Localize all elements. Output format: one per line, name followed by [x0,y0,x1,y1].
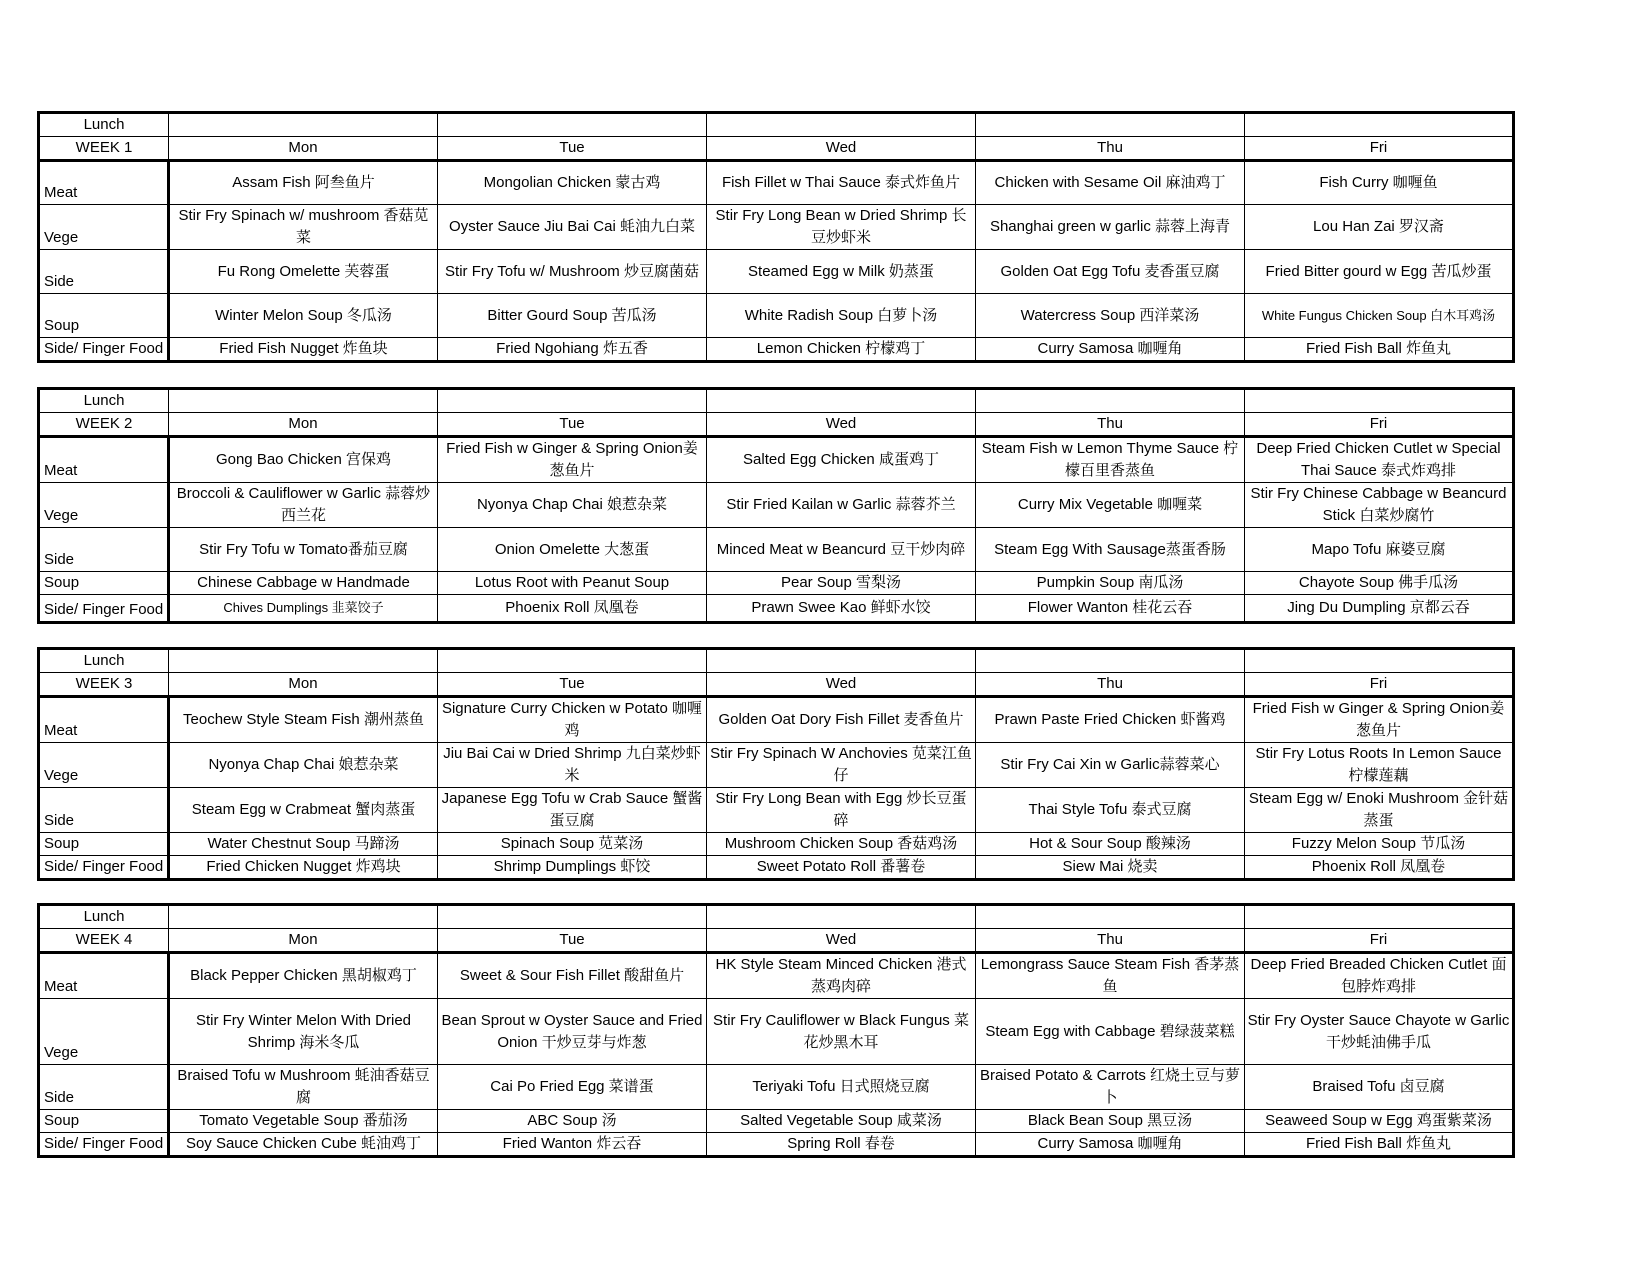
menu-cell: Stir Fried Kailan w Garlic 蒜蓉芥兰 [707,483,976,528]
menu-cell: Bean Sprout w Oyster Sauce and Fried Onion 干炒豆芽与炸葱 [438,999,707,1065]
menu-cell: Pumpkin Soup 南瓜汤 [976,572,1245,595]
finger-food-row [39,595,1514,623]
row-label: Meat [39,161,169,205]
lunch-row [39,649,1514,673]
side-row [39,1065,1514,1110]
menu-cell: Bitter Gourd Soup 苦瓜汤 [438,294,707,338]
lunch-label: Lunch [39,649,169,673]
menu-cell: Black Pepper Chicken 黑胡椒鸡丁 [169,953,438,999]
menu-cell: Prawn Paste Fried Chicken 虾酱鸡 [976,697,1245,743]
day-header-wed: Wed [707,929,976,953]
menu-cell: Stir Fry Winter Melon With Dried Shrimp 海米冬瓜 [169,999,438,1065]
week-label: WEEK 2 [39,413,169,437]
vege-row [39,743,1514,788]
row-label: Soup [39,294,169,338]
menu-cell: Stir Fry Lotus Roots In Lemon Sauce 柠檬莲藕 [1245,743,1514,788]
lunch-label: Lunch [39,113,169,137]
row-label: Side/ Finger Food [39,595,169,623]
menu-cell: Spring Roll 春卷 [707,1133,976,1157]
menu-cell: Deep Fried Chicken Cutlet w Special Thai Sauce 泰式炸鸡排 [1245,437,1514,483]
day-header-tue: Tue [438,929,707,953]
menu-cell: Fried Fish Ball 炸鱼丸 [1245,1133,1514,1157]
menu-cell: Fried Ngohiang 炸五香 [438,338,707,362]
empty-cell [438,649,707,673]
lunch-row [39,905,1514,929]
week-1-menu-table [37,111,1515,363]
empty-cell [976,389,1245,413]
menu-cell: Stir Fry Tofu w Tomato番茄豆腐 [169,528,438,572]
menu-cell: Soy Sauce Chicken Cube 蚝油鸡丁 [169,1133,438,1157]
menu-cell: Steamed Egg w Milk 奶蒸蛋 [707,250,976,294]
empty-cell [976,905,1245,929]
menu-cell: Chayote Soup 佛手瓜汤 [1245,572,1514,595]
day-header-tue: Tue [438,137,707,161]
row-label: Side [39,1065,169,1110]
day-header-mon: Mon [169,929,438,953]
menu-cell: Salted Egg Chicken 咸蛋鸡丁 [707,437,976,483]
week-3-menu-table [37,647,1515,881]
menu-cell: Fuzzy Melon Soup 节瓜汤 [1245,833,1514,856]
empty-cell [707,649,976,673]
menu-cell: Mushroom Chicken Soup 香菇鸡汤 [707,833,976,856]
menu-cell: Shanghai green w garlic 蒜蓉上海青 [976,205,1245,250]
menu-cell: Water Chestnut Soup 马蹄汤 [169,833,438,856]
menu-cell: Golden Oat Egg Tofu 麦香蛋豆腐 [976,250,1245,294]
menu-cell: Prawn Swee Kao 鲜虾水饺 [707,595,976,623]
empty-cell [438,389,707,413]
menu-cell: Golden Oat Dory Fish Fillet 麦香鱼片 [707,697,976,743]
menu-cell: Curry Mix Vegetable 咖喱菜 [976,483,1245,528]
day-header-mon: Mon [169,137,438,161]
week-label: WEEK 3 [39,673,169,697]
row-label: Side [39,528,169,572]
menu-cell: Signature Curry Chicken w Potato 咖喱鸡 [438,697,707,743]
menu-cell: Stir Fry Chinese Cabbage w Beancurd Stick 白菜炒腐竹 [1245,483,1514,528]
row-label: Side/ Finger Food [39,856,169,880]
empty-cell [707,905,976,929]
empty-cell [169,905,438,929]
menu-cell: Stir Fry Spinach W Anchovies 苋菜江鱼仔 [707,743,976,788]
row-label: Vege [39,483,169,528]
menu-cell: Fish Curry 咖喱鱼 [1245,161,1514,205]
menu-cell: Shrimp Dumplings 虾饺 [438,856,707,880]
week-header-row [39,929,1514,953]
day-header-fri: Fri [1245,673,1514,697]
day-header-thu: Thu [976,673,1245,697]
menu-cell: Curry Samosa 咖喱角 [976,338,1245,362]
row-label: Soup [39,572,169,595]
menu-cell: Nyonya Chap Chai 娘惹杂菜 [169,743,438,788]
menu-cell: Gong Bao Chicken 宫保鸡 [169,437,438,483]
menu-cell: Steam Egg With Sausage蒸蛋香肠 [976,528,1245,572]
menu-cell: HK Style Steam Minced Chicken 港式蒸鸡肉碎 [707,953,976,999]
menu-cell: Braised Potato & Carrots 红烧土豆与萝卜 [976,1065,1245,1110]
row-label: Vege [39,205,169,250]
row-label: Side/ Finger Food [39,1133,169,1157]
row-label: Meat [39,697,169,743]
row-label: Vege [39,743,169,788]
menu-cell: Chicken with Sesame Oil 麻油鸡丁 [976,161,1245,205]
menu-cell: Cai Po Fried Egg 菜谱蛋 [438,1065,707,1110]
menu-cell: Chinese Cabbage w Handmade [169,572,438,595]
menu-cell: Siew Mai 烧卖 [976,856,1245,880]
row-label: Soup [39,833,169,856]
empty-cell [1245,113,1514,137]
day-header-fri: Fri [1245,929,1514,953]
row-label: Side/ Finger Food [39,338,169,362]
menu-cell: Black Bean Soup 黑豆汤 [976,1110,1245,1133]
menu-cell: White Fungus Chicken Soup 白木耳鸡汤 [1245,294,1514,338]
menu-cell: Assam Fish 阿叁鱼片 [169,161,438,205]
empty-cell [707,113,976,137]
side-row [39,250,1514,294]
menu-cell: Watercress Soup 西洋菜汤 [976,294,1245,338]
empty-cell [438,113,707,137]
menu-cell: Winter Melon Soup 冬瓜汤 [169,294,438,338]
row-label: Side [39,788,169,833]
menu-cell: Lou Han Zai 罗汉斋 [1245,205,1514,250]
menu-cell: Oyster Sauce Jiu Bai Cai 蚝油九白菜 [438,205,707,250]
menu-cell: Stir Fry Long Bean w Dried Shrimp 长豆炒虾米 [707,205,976,250]
menu-cell: Nyonya Chap Chai 娘惹杂菜 [438,483,707,528]
menu-cell: ABC Soup 汤 [438,1110,707,1133]
menu-cell: Lemon Chicken 柠檬鸡丁 [707,338,976,362]
menu-cell: Lotus Root with Peanut Soup [438,572,707,595]
menu-cell: Steam Egg w Crabmeat 蟹肉蒸蛋 [169,788,438,833]
menu-cell: Curry Samosa 咖喱角 [976,1133,1245,1157]
menu-cell: Fried Fish w Ginger & Spring Onion姜葱鱼片 [438,437,707,483]
menu-cell: Stir Fry Cai Xin w Garlic蒜蓉菜心 [976,743,1245,788]
empty-cell [976,113,1245,137]
menu-cell: Thai Style Tofu 泰式豆腐 [976,788,1245,833]
soup-row [39,572,1514,595]
menu-cell: Stir Fry Spinach w/ mushroom 香菇苋菜 [169,205,438,250]
meat-row [39,161,1514,205]
menu-cell: Mapo Tofu 麻婆豆腐 [1245,528,1514,572]
menu-cell: White Radish Soup 白萝卜汤 [707,294,976,338]
menu-cell: Lemongrass Sauce Steam Fish 香茅蒸鱼 [976,953,1245,999]
menu-cell: Steam Fish w Lemon Thyme Sauce 柠檬百里香蒸鱼 [976,437,1245,483]
day-header-mon: Mon [169,673,438,697]
week-header-row [39,413,1514,437]
week-2-menu-table [37,387,1515,624]
empty-cell [1245,905,1514,929]
menu-cell: Braised Tofu w Mushroom 蚝油香菇豆腐 [169,1065,438,1110]
empty-cell [438,905,707,929]
menu-cell: Fried Chicken Nugget 炸鸡块 [169,856,438,880]
week-header-row [39,673,1514,697]
empty-cell [169,649,438,673]
menu-cell: Onion Omelette 大葱蛋 [438,528,707,572]
row-label: Meat [39,437,169,483]
menu-cell: Teriyaki Tofu 日式照烧豆腐 [707,1065,976,1110]
vege-row [39,999,1514,1065]
menu-cell: Sweet Potato Roll 番薯卷 [707,856,976,880]
menu-cell: Fish Fillet w Thai Sauce 泰式炸鱼片 [707,161,976,205]
day-header-mon: Mon [169,413,438,437]
menu-cell: Fried Fish w Ginger & Spring Onion姜葱鱼片 [1245,697,1514,743]
finger-food-row [39,338,1514,362]
menu-cell: Jiu Bai Cai w Dried Shrimp 九白菜炒虾米 [438,743,707,788]
menu-cell: Salted Vegetable Soup 咸菜汤 [707,1110,976,1133]
finger-food-row [39,856,1514,880]
menu-cell: Deep Fried Breaded Chicken Cutlet 面包脖炸鸡排 [1245,953,1514,999]
day-header-fri: Fri [1245,413,1514,437]
menu-cell: Minced Meat w Beancurd 豆干炒肉碎 [707,528,976,572]
lunch-label: Lunch [39,389,169,413]
row-label: Vege [39,999,169,1065]
vege-row [39,483,1514,528]
menu-cell: Pear Soup 雪梨汤 [707,572,976,595]
meat-row [39,697,1514,743]
menu-cell: Stir Fry Oyster Sauce Chayote w Garlic 干炒蚝油佛手瓜 [1245,999,1514,1065]
empty-cell [1245,389,1514,413]
menu-cell: Fried Fish Nugget 炸鱼块 [169,338,438,362]
menu-cell: Fu Rong Omelette 芙蓉蛋 [169,250,438,294]
row-label: Soup [39,1110,169,1133]
finger-food-row [39,1133,1514,1157]
menu-cell: Phoenix Roll 凤凰卷 [1245,856,1514,880]
day-header-thu: Thu [976,929,1245,953]
menu-cell: Japanese Egg Tofu w Crab Sauce 蟹酱蛋豆腐 [438,788,707,833]
day-header-wed: Wed [707,673,976,697]
menu-cell: Jing Du Dumpling 京都云吞 [1245,595,1514,623]
lunch-label: Lunch [39,905,169,929]
row-label: Side [39,250,169,294]
menu-cell: Seaweed Soup w Egg 鸡蛋紫菜汤 [1245,1110,1514,1133]
day-header-wed: Wed [707,413,976,437]
lunch-row [39,389,1514,413]
menu-cell: Broccoli & Cauliflower w Garlic 蒜蓉炒西兰花 [169,483,438,528]
menu-cell: Chives Dumplings 韭菜饺子 [169,595,438,623]
week-4-menu-table [37,903,1515,1158]
menu-cell: Tomato Vegetable Soup 番茄汤 [169,1110,438,1133]
menu-cell: Spinach Soup 苋菜汤 [438,833,707,856]
menu-cell: Sweet & Sour Fish Fillet 酸甜鱼片 [438,953,707,999]
day-header-tue: Tue [438,673,707,697]
menu-cell: Phoenix Roll 凤凰卷 [438,595,707,623]
day-header-thu: Thu [976,137,1245,161]
menu-cell: Teochew Style Steam Fish 潮州蒸鱼 [169,697,438,743]
week-label: WEEK 4 [39,929,169,953]
lunch-row [39,113,1514,137]
row-label: Meat [39,953,169,999]
meat-row [39,953,1514,999]
meat-row [39,437,1514,483]
day-header-tue: Tue [438,413,707,437]
day-header-fri: Fri [1245,137,1514,161]
empty-cell [1245,649,1514,673]
soup-row [39,833,1514,856]
menu-cell: Fried Fish Ball 炸鱼丸 [1245,338,1514,362]
week-header-row [39,137,1514,161]
menu-cell: Stir Fry Cauliflower w Black Fungus 菜花炒黑木耳 [707,999,976,1065]
menu-cell: Steam Egg with Cabbage 碧绿菠菜糕 [976,999,1245,1065]
menu-cell: Fried Wanton 炸云吞 [438,1133,707,1157]
soup-row [39,1110,1514,1133]
vege-row [39,205,1514,250]
empty-cell [169,113,438,137]
menu-cell: Stir Fry Long Bean with Egg 炒长豆蛋碎 [707,788,976,833]
day-header-thu: Thu [976,413,1245,437]
menu-cell: Fried Bitter gourd w Egg 苦瓜炒蛋 [1245,250,1514,294]
empty-cell [707,389,976,413]
day-header-wed: Wed [707,137,976,161]
menu-cell: Stir Fry Tofu w/ Mushroom 炒豆腐菌菇 [438,250,707,294]
menu-cell: Flower Wanton 桂花云吞 [976,595,1245,623]
side-row [39,788,1514,833]
menu-cell: Braised Tofu 卤豆腐 [1245,1065,1514,1110]
week-label: WEEK 1 [39,137,169,161]
soup-row [39,294,1514,338]
empty-cell [169,389,438,413]
empty-cell [976,649,1245,673]
menu-cell: Hot & Sour Soup 酸辣汤 [976,833,1245,856]
side-row [39,528,1514,572]
menu-cell: Steam Egg w/ Enoki Mushroom 金针菇蒸蛋 [1245,788,1514,833]
menu-cell: Mongolian Chicken 蒙古鸡 [438,161,707,205]
